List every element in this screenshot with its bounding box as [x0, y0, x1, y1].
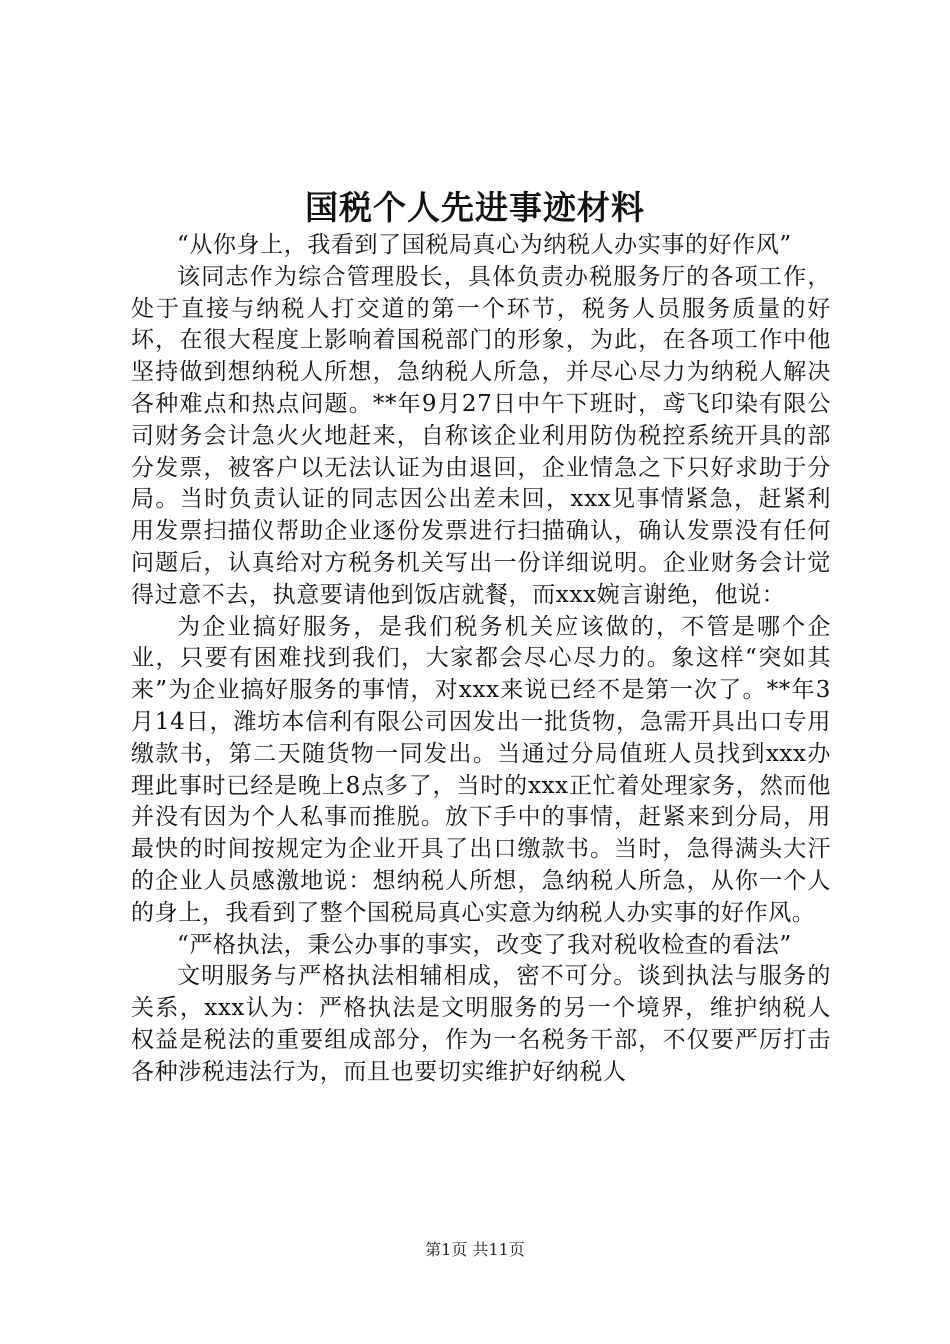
- paragraph-2: 为企业搞好服务，是我们税务机关应该做的，不管是哪个企业，只要有困难找到我们，大家都会尽心尽力的。象这样“突如其来”为企业搞好服务的事情，对xxx来说已经不是第一次了。**年3月14日，潍坊本信利有限公司因发出一批货物，急需开具出口专用缴款书，第二天随货物一同发出。当通过分局值班人员找到xxx办理此事时已经是晚上8点多了，当时的xxx正忙着处理家务，然而他并没有因为个人私事而推脱。放下手中的事情，赶紧来到分局，用最快的时间按规定为企业开具了出口缴款书。当时，急得满头大汗的企业人员感激地说：想纳税人所想，急纳税人所急，从你一个人的身上，我看到了整个国税局真心实意为纳税人办实事的好作风。: [131, 613, 831, 926]
- paragraph-quote-1: “从你身上，我看到了国税局真心为纳税人办实事的好作风”: [177, 232, 792, 258]
- document-title: 国税个人先进事迹材料: [305, 188, 645, 227]
- paragraph-1: 该同志作为综合管理股长，具体负责办税服务厅的各项工作，处于直接与纳税人打交道的第一个环节，税务人员服务质量的好坏，在很大程度上影响着国税部门的形象，为此，在各项工作中他坚持做到想纳税人所想，急纳税人所急，并尽心尽力为纳税人解决各种难点和热点问题。**年9月27日中午下班时，鸢飞印染有限公司财务会计急火火地赶来，自称该企业利用防伪税控系统开具的部分发票，被客户以无法认证为由退回，企业情急之下只好求助于分局。当时负责认证的同志因公出差未回，xxx见事情紧急，赶紧利用发票扫描仪帮助企业逐份发票进行扫描确认，确认发票没有任何问题后，认真给对方税务机关写出一份详细说明。企业财务会计觉得过意不去，执意要请他到饭店就餐，而xxx婉言谢绝，他说：: [131, 263, 831, 608]
- paragraph-quote-2: “严格执法，秉公办事的事实，改变了我对税收检查的看法”: [177, 931, 792, 958]
- page-footer: 第1页 共11页: [425, 1240, 525, 1259]
- document-body: [131, 230, 831, 1089]
- paragraph-3: 文明服务与严格执法相辅相成，密不可分。谈到执法与服务的关系，xxx认为：严格执法是文明服务的另一个境界，维护纳税人权益是税法的重要组成部分，作为一名税务干部，不仅要严厉打击各种涉税违法行为，而且也要切实维护好纳税人: [131, 963, 831, 1085]
